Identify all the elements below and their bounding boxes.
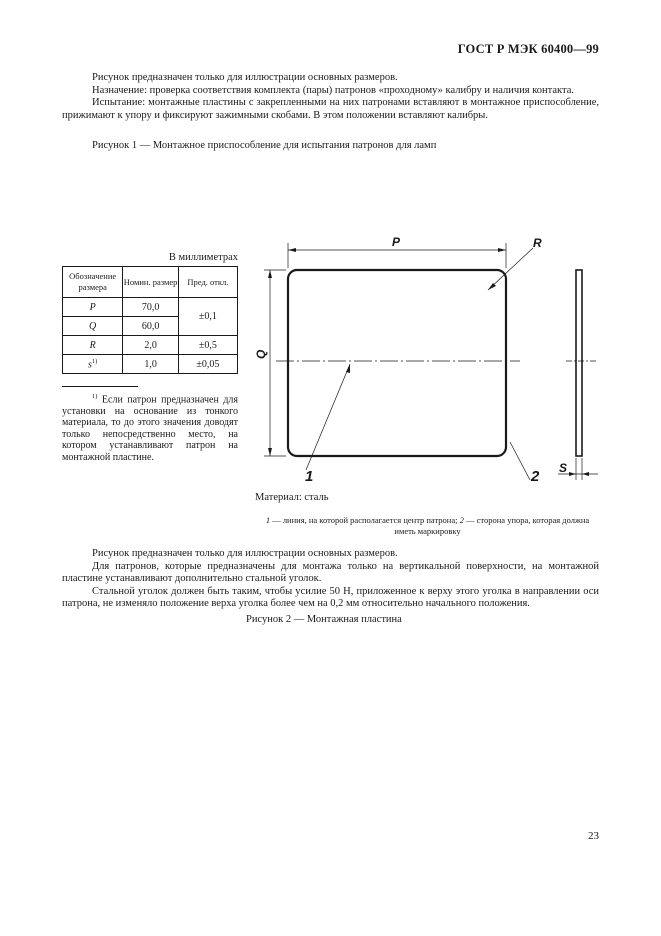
label-1: 1 (305, 468, 314, 485)
footnote-text: Если патрон предназначен для установки на основание из тонкого материала, то до этого значения доводят только непосредственно место, на котором устанавливают патрон на монтажной пластине. (62, 394, 238, 463)
arrow-head (582, 472, 589, 476)
cell-tolerance: ±0,1 (178, 298, 237, 336)
page-number: 23 (588, 830, 599, 842)
figure-legend (255, 515, 600, 537)
cell-tolerance: ±0,5 (178, 336, 237, 355)
bottom-text-block (62, 548, 599, 611)
cell-symbol: Q (63, 317, 123, 336)
arrow-head (268, 448, 272, 456)
arrow-head (498, 248, 506, 252)
cell-nominal: 1,0 (123, 355, 179, 374)
arrow-head (346, 364, 350, 373)
label-r: R (533, 236, 542, 250)
label-q: Q (254, 349, 268, 359)
cell-nominal: 60,0 (123, 317, 179, 336)
bottom-paragraph-1: Рисунок предназначен только для иллюстрации основных размеров. (92, 548, 398, 559)
symbol-footnote-marker: 1) (91, 357, 98, 365)
symbol-text: s (88, 359, 92, 371)
legend-text-2: — сторона упора, которая должна иметь маркировку (394, 515, 590, 536)
legend-text-1: — линия, на которой располагается центр патрона; (270, 515, 460, 525)
material-label: Материал: сталь (255, 492, 329, 503)
top-paragraph-3: Испытание: монтажные пластины с закрепленными на них патронами вставляют в монтажное приспособление, прижимают к упору и фиксируют зажимными скобами. В этом положении вставляют калибры. (62, 97, 599, 121)
label-p: P (392, 235, 401, 249)
arrow-head (569, 472, 576, 476)
header-designation: Обозначение размера (63, 267, 123, 298)
units-label: В миллиметрах (168, 252, 238, 263)
figure-2-caption: Рисунок 2 — Монтажная пластина (246, 614, 402, 625)
label-2: 2 (531, 468, 540, 485)
bottom-paragraph-3: Стальной уголок должен быть таким, чтобы усилие 50 Н, приложенное к верху этого уголка в направлении оси патрона, не изменяло положение верха уголка более чем на 0,2 мм относительно начального положения. (62, 585, 599, 609)
plate-side-view (576, 270, 582, 456)
top-paragraph-1: Рисунок предназначен только для иллюстрации основных размеров. (92, 72, 398, 83)
cell-tolerance: ±0,05 (178, 355, 237, 374)
header-nominal: Номин. размер (123, 267, 179, 298)
cell-symbol: P (63, 298, 123, 317)
cell-nominal: 70,0 (123, 298, 179, 317)
legend-num-1: 1 (265, 515, 271, 525)
leader-2 (510, 442, 530, 480)
document-header: ГОСТ Р МЭК 60400—99 (457, 42, 599, 56)
cell-nominal: 2,0 (123, 336, 179, 355)
plate-outline (288, 270, 506, 456)
legend-num-2: 2 (459, 515, 464, 525)
header-tolerance: Пред. откл. (178, 267, 237, 298)
arrow-head (288, 248, 296, 252)
label-s: S (559, 461, 568, 475)
leader-1 (306, 364, 350, 470)
bottom-paragraph-2: Для патронов, которые предназначены для монтажа только на вертикальной поверхности, на монтажной пластине устанавливают дополнительно стальной уголок. (62, 560, 599, 584)
footnote-marker: 1) (92, 393, 98, 400)
figure-1-caption: Рисунок 1 — Монтажное приспособление для испытания патронов для ламп (92, 140, 437, 151)
arrow-head (268, 270, 272, 278)
top-paragraph-2: Назначение: проверка соответствия комплекта (пары) патронов «проходному» калибру и наличия контакта. (92, 84, 575, 96)
cell-symbol: R (63, 336, 123, 355)
